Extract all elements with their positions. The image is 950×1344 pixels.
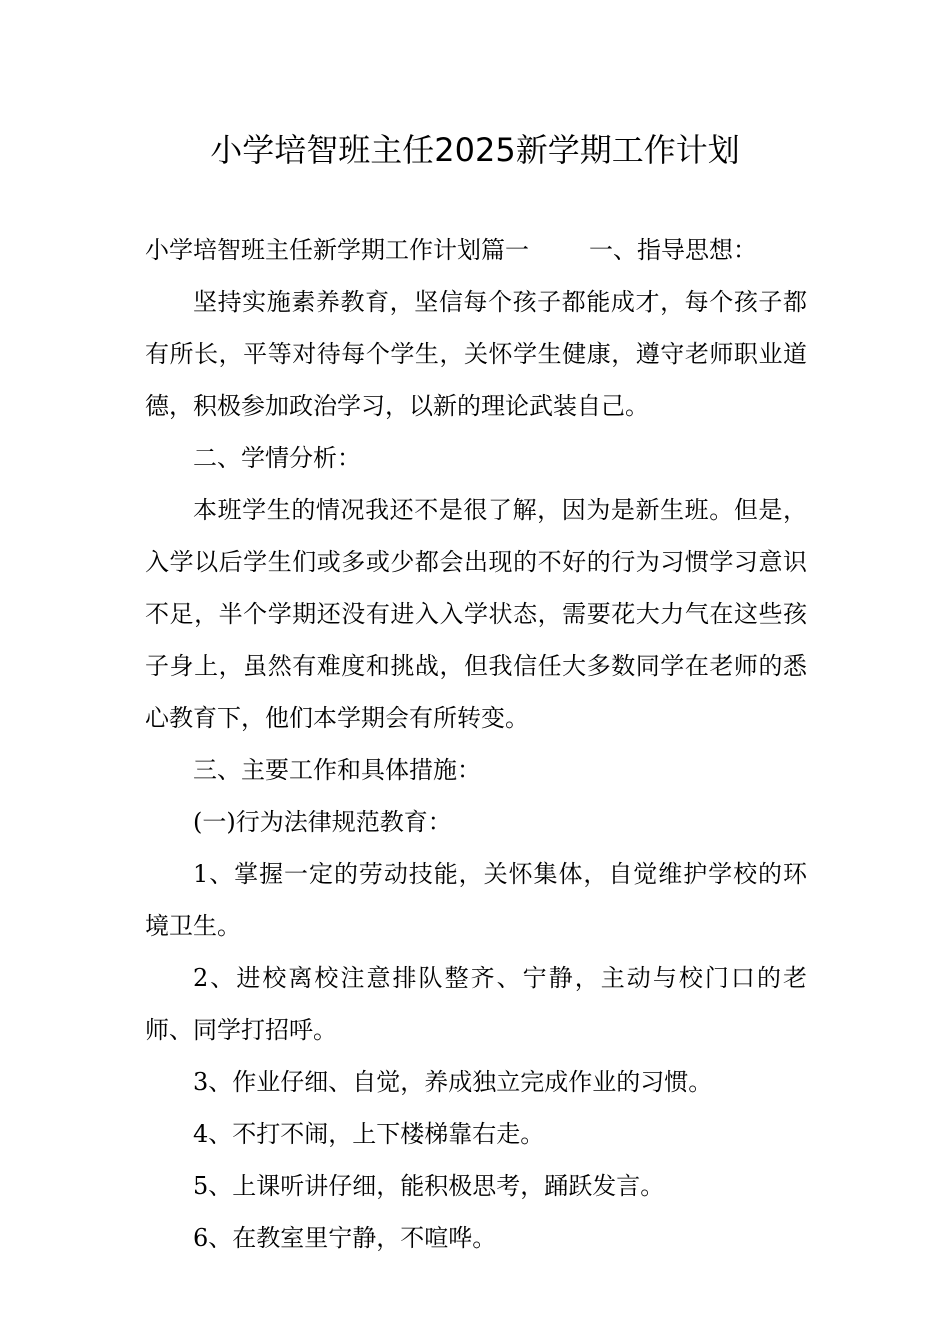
section-heading-main-work: 三、主要工作和具体措施： bbox=[193, 756, 481, 784]
intro-line bbox=[145, 224, 807, 276]
paragraph-guiding-thought: 坚持实施素养教育，坚信每个孩子都能成才，每个孩子都有所长，平等对待每个学生，关怀学生健康，遵守老师职业道德，积极参加政治学习，以新的理论武装自己。 bbox=[145, 288, 807, 420]
paragraph-situation-analysis: 本班学生的情况我还不是很了解，因为是新生班。但是，入学以后学生们或多或少都会出现的不好的行为习惯学习意识不足，半个学期还没有进入入学状态，需要花大力气在这些孩子身上，虽然有难度和挑战，但我信任大多数同学在老师的悉心教育下，他们本学期会有所转变。 bbox=[145, 496, 807, 732]
list-item-5: 5、上课听讲仔细，能积极思考，踊跃发言。 bbox=[193, 1172, 665, 1200]
list-item-4: 4、不打不闹，上下楼梯靠右走。 bbox=[193, 1120, 545, 1148]
document-title: 小学培智班主任2025新学期工作计划 bbox=[210, 131, 740, 169]
subsection-heading-behavior: (一)行为法律规范教育： bbox=[193, 808, 452, 836]
list-item-3: 3、作业仔细、自觉，养成独立完成作业的习惯。 bbox=[193, 1068, 713, 1096]
list-item-6: 6、在教室里宁静，不喧哗。 bbox=[193, 1224, 497, 1252]
list-item-1: 1、掌握一定的劳动技能，关怀集体，自觉维护学校的环境卫生。 bbox=[145, 860, 807, 940]
document-body bbox=[145, 224, 807, 1264]
section-heading-situation-analysis: 二、学情分析： bbox=[193, 444, 361, 472]
section-heading-guiding-thought: 一、指导思想： bbox=[589, 236, 757, 264]
intro-heading: 小学培智班主任新学期工作计划篇一 bbox=[145, 236, 529, 264]
list-item-2: 2、进校离校注意排队整齐、宁静，主动与校门口的老师、同学打招呼。 bbox=[145, 964, 807, 1044]
